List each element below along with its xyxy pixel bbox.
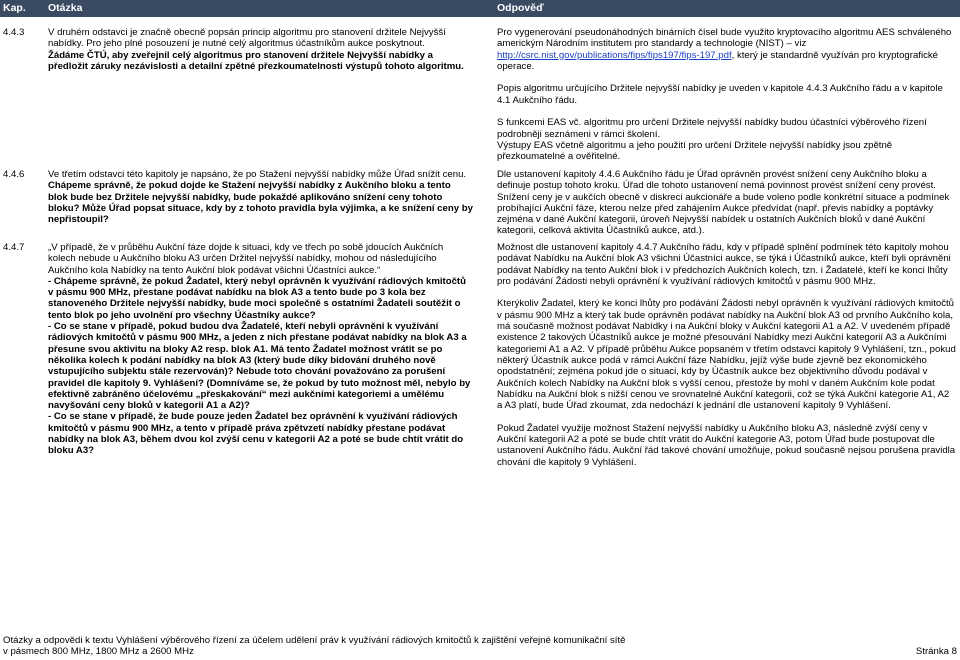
question-paragraph: - Co se stane v případě, pokud budou dva Žadatelé, kteří nebyli oprávněni k využívání rádiových kmitočtů v pásmu 900 MHz, a jeden z nich přestane podávat nabídky na blok A3 a přesune svou aktivitu na bloky A2 resp. blok A1. Má tento Žadatel možnost vrátit se po několika kolech k podání nabídky na blok A3 (který bude díky bidování druhého nově vstupujícího subjektu stále rezervován)? Nebude toto chování považováno za porušení pravidel dle kapitoly 9. Vyhlášení? (Domníváme se, že pokud by tuto možnost měl, nebylo by efektivně zabráněno účelovému „přeskakování“ mezi aukčními kategoriemi a umělému navyšování ceny bloků v kategorii A1 a A2)? (48, 321, 471, 412)
table-header (0, 0, 960, 17)
page-number: Stránka 8 (915, 646, 957, 658)
answer-paragraph: Výstupy EAS včetně algoritmu a jeho použití pro určení Držitele nejvyšší nabídky jsou zpětně přezkoumatelné a ověřitelné. (497, 139, 893, 163)
question-cell (48, 27, 473, 72)
question-cell (48, 169, 473, 225)
row-number: 4.4.3 (3, 27, 25, 38)
question-paragraph: V druhém odstavci je značně obecně popsán princip algoritmu pro stanovení držitele Nejvyšší nabídky. Pro jeho plné posouzení je nutné celý algoritmus účastníkům aukce poskytnout. (48, 27, 446, 50)
question-paragraph: - Co se stane v případě, že bude pouze jeden Žadatel bez oprávnění k využívání rádiových kmitočtů v pásmu 900 MHz, a tento v případě práva zpětvzetí nabídky přestane podávat nabídky na blok A3, během dvou kol zvýší cenu v kategorii A2 a poté se bude chtít vrátit do bloku A3? (48, 411, 464, 457)
answer-paragraph: Pokud Žadatel využije možnost Stažení nejvyšší nabídky u Aukčního bloku A3, následně zvýší ceny v Aukční kategorii A2 a poté se bude chtít vrátit do Aukční kategorie A3, potom Úřad bude postupovat dle ustanovení Aukčního řádu. Aukční řád takové chování umožňuje, pokud současně nejsou porušena pravidla chování dle kapitoly 9 Vyhlášení. (497, 422, 956, 468)
answer-cell (497, 242, 957, 468)
question-paragraph: Ve třetím odstavci této kapitoly je napsáno, že po Stažení nejvyšší nabídky může Úřad snížit cenu. (48, 169, 467, 180)
answer-cell (497, 27, 957, 163)
answer-paragraph: Možnost dle ustanovení kapitoly 4.4.7 Aukčního řádu, kdy v případě splnění podmínek této kapitoly mohou podávat Nabídku na Aukční blok A3 všichni Účastníci aukce, se týká i Účastníků aukce, kteří byli oprávněni podávat Nabídky na tento Aukční blok i v předchozích Aukčních kolech, tzn. i Žadatelé, kteří ke konci lhůty pro podávání Žádosti nebyli oprávnění k využívání rádiových kmitočtů v pásmu 900 MHz. (497, 242, 951, 287)
answer-paragraph: Pro vygenerování pseudonáhodných binárních čísel bude využito kryptovacího algoritmu AES schváleného americkým Národním institutem pro standardy a technologie (NIST) – viz http://csrc.nist.gov/publications/fips/fips197/fips-197.pdf, který je standardně využíván pro kryptografické operace. (497, 27, 952, 72)
page-footer (3, 635, 957, 658)
answer-paragraph: Popis algoritmu určujícího Držitele nejvyšší nabídky je uveden v kapitole 4.4.3 Aukčního řádu a v kapitole 4.1 Aukčního řádu. (497, 83, 943, 106)
footer-line: Otázky a odpovědi k textu Vyhlášení výběrového řízení za účelem udělení práv k využívání rádiových kmitočtů k zajištění veřejné komunikační sítě (3, 635, 626, 646)
question-paragraph: Žádáme ČTÚ, aby zveřejnil celý algoritmus pro stanovení držitele Nejvyšší nabídky a předložit záruky nezávislosti a detailní zpětné přezkoumatelnosti výstupů tohoto algoritmu. (48, 49, 464, 72)
header-odpoved: Odpověď (497, 2, 544, 14)
question-paragraph: - Chápeme správně, že pokud Žadatel, který nebyl oprávněn k využívání rádiových kmitočtů v pásmu 900 MHz, přestane podávat nabídku na blok A3 a tento bude po 3 kola bez stanoveného Držitele nejvyšší nabídky, bude moci společně s ostatními Žadateli soutěžit o tento blok po jeho uvolnění pro všechny Účastníky aukce? (48, 275, 466, 321)
question-paragraph: Chápeme správně, že pokud dojde ke Stažení nejvyšší nabídky z Aukčního bloku a tento blok bude bez Držitele nejvyšší nabídky, bude pokaždé aplikováno snížení ceny tohoto bloku? Může Úřad popsat situace, kdy by z tohoto pravidla byla výjimka, a ke snížení ceny by nepřistoupil? (48, 180, 473, 226)
row-number: 4.4.7 (3, 242, 25, 253)
row-number: 4.4.6 (3, 169, 25, 180)
answer-cell (497, 169, 957, 237)
answer-paragraph: S funkcemi EAS vč. algoritmu pro určení Držitele nejvyšší nabídky budou účastníci výběrového řízení podrobněji seznámeni v rámci školení. (497, 117, 927, 140)
answer-paragraph: Dle ustanovení kapitoly 4.4.6 Aukčního řádu je Úřad oprávněn provést snížení ceny Aukčního bloku a definuje postup tohoto kroku. Úřad dle tohoto ustanovení nemá povinnost provést snížení ceny provést. Snížení ceny je v aukčích obecně v diskreci aukcionáře a bude voleno podle konkrétní situace a podmínek probíhající Aukční fáze, kterou nelze před zahájením Aukce předvídat (např. převis nabídky a poptávky zejména v dané Aukční kategorii, úroveň Nejvyšší nabídek u ostatních Aukčních bloků v dané Aukční kategorii, celková aktivita Účastníků aukce, atd.). (497, 169, 950, 237)
header-kap: Kap. (3, 2, 26, 14)
question-paragraph: „V případě, že v průběhu Aukční fáze dojde k situaci, kdy ve třech po sobě jdoucích Aukčních kolech nebude u Aukčního bloku A3 určen Držitel nejvyšší nabídky, mohou od následujícího Aukčního kola Nabídky na tento Aukční blok podávat všichni Účastníci aukce.“ (48, 242, 444, 276)
header-otazka: Otázka (48, 2, 83, 14)
answer-paragraph: Kterýkoliv Žadatel, který ke konci lhůty pro podávání Žádosti nebyl oprávněn k využívání rádiových kmitočtů v pásmu 900 MHz a který tak bude oprávněn podávat nabídky na Aukční blok A3 od prvního Aukčního kola, má současně možnost podávat Nabídky i na Aukční bloky v Aukční kategorii A1 a A2. V uvedeném případě existence 2 takových Účastníků aukce je možné přesouvání Nabídky mezi Aukční kategorií A3 a Aukčními kategoriemi A1 a A2. V případě průběhu Aukce popsaném v třetím odstavci kapitoly 9 Vyhlášení, tzn., pokud některý Účastník aukce podá v rámci Aukční fáze Nabídku, jejíž výše bude zjevně bez ekonomického opodstatnění; zejména pokud jde o situaci, kdy by Účastník aukce bez objektivního důvodu podával v Aukčních kolech Nabídky na Aukční blok s vyšší cenou, přestože by mohl v daném Aukčním kole podat Nabídku na Aukční blok s nižší cenou ve srovnatelné Aukční kategorii, což se týká Aukční kategorie A1, A2 a A3 platí, bude Úřad zkoumat, zda nedochází k jednání dle ustanovení kapitoly 9 Vyhlášení. (497, 298, 956, 412)
nist-link[interactable]: http://csrc.nist.gov/publications/fips/fips197/fips-197.pdf (497, 49, 732, 61)
footer-line: v pásmech 800 MHz, 1800 MHz a 2600 MHz (3, 646, 194, 658)
question-cell (48, 242, 473, 457)
